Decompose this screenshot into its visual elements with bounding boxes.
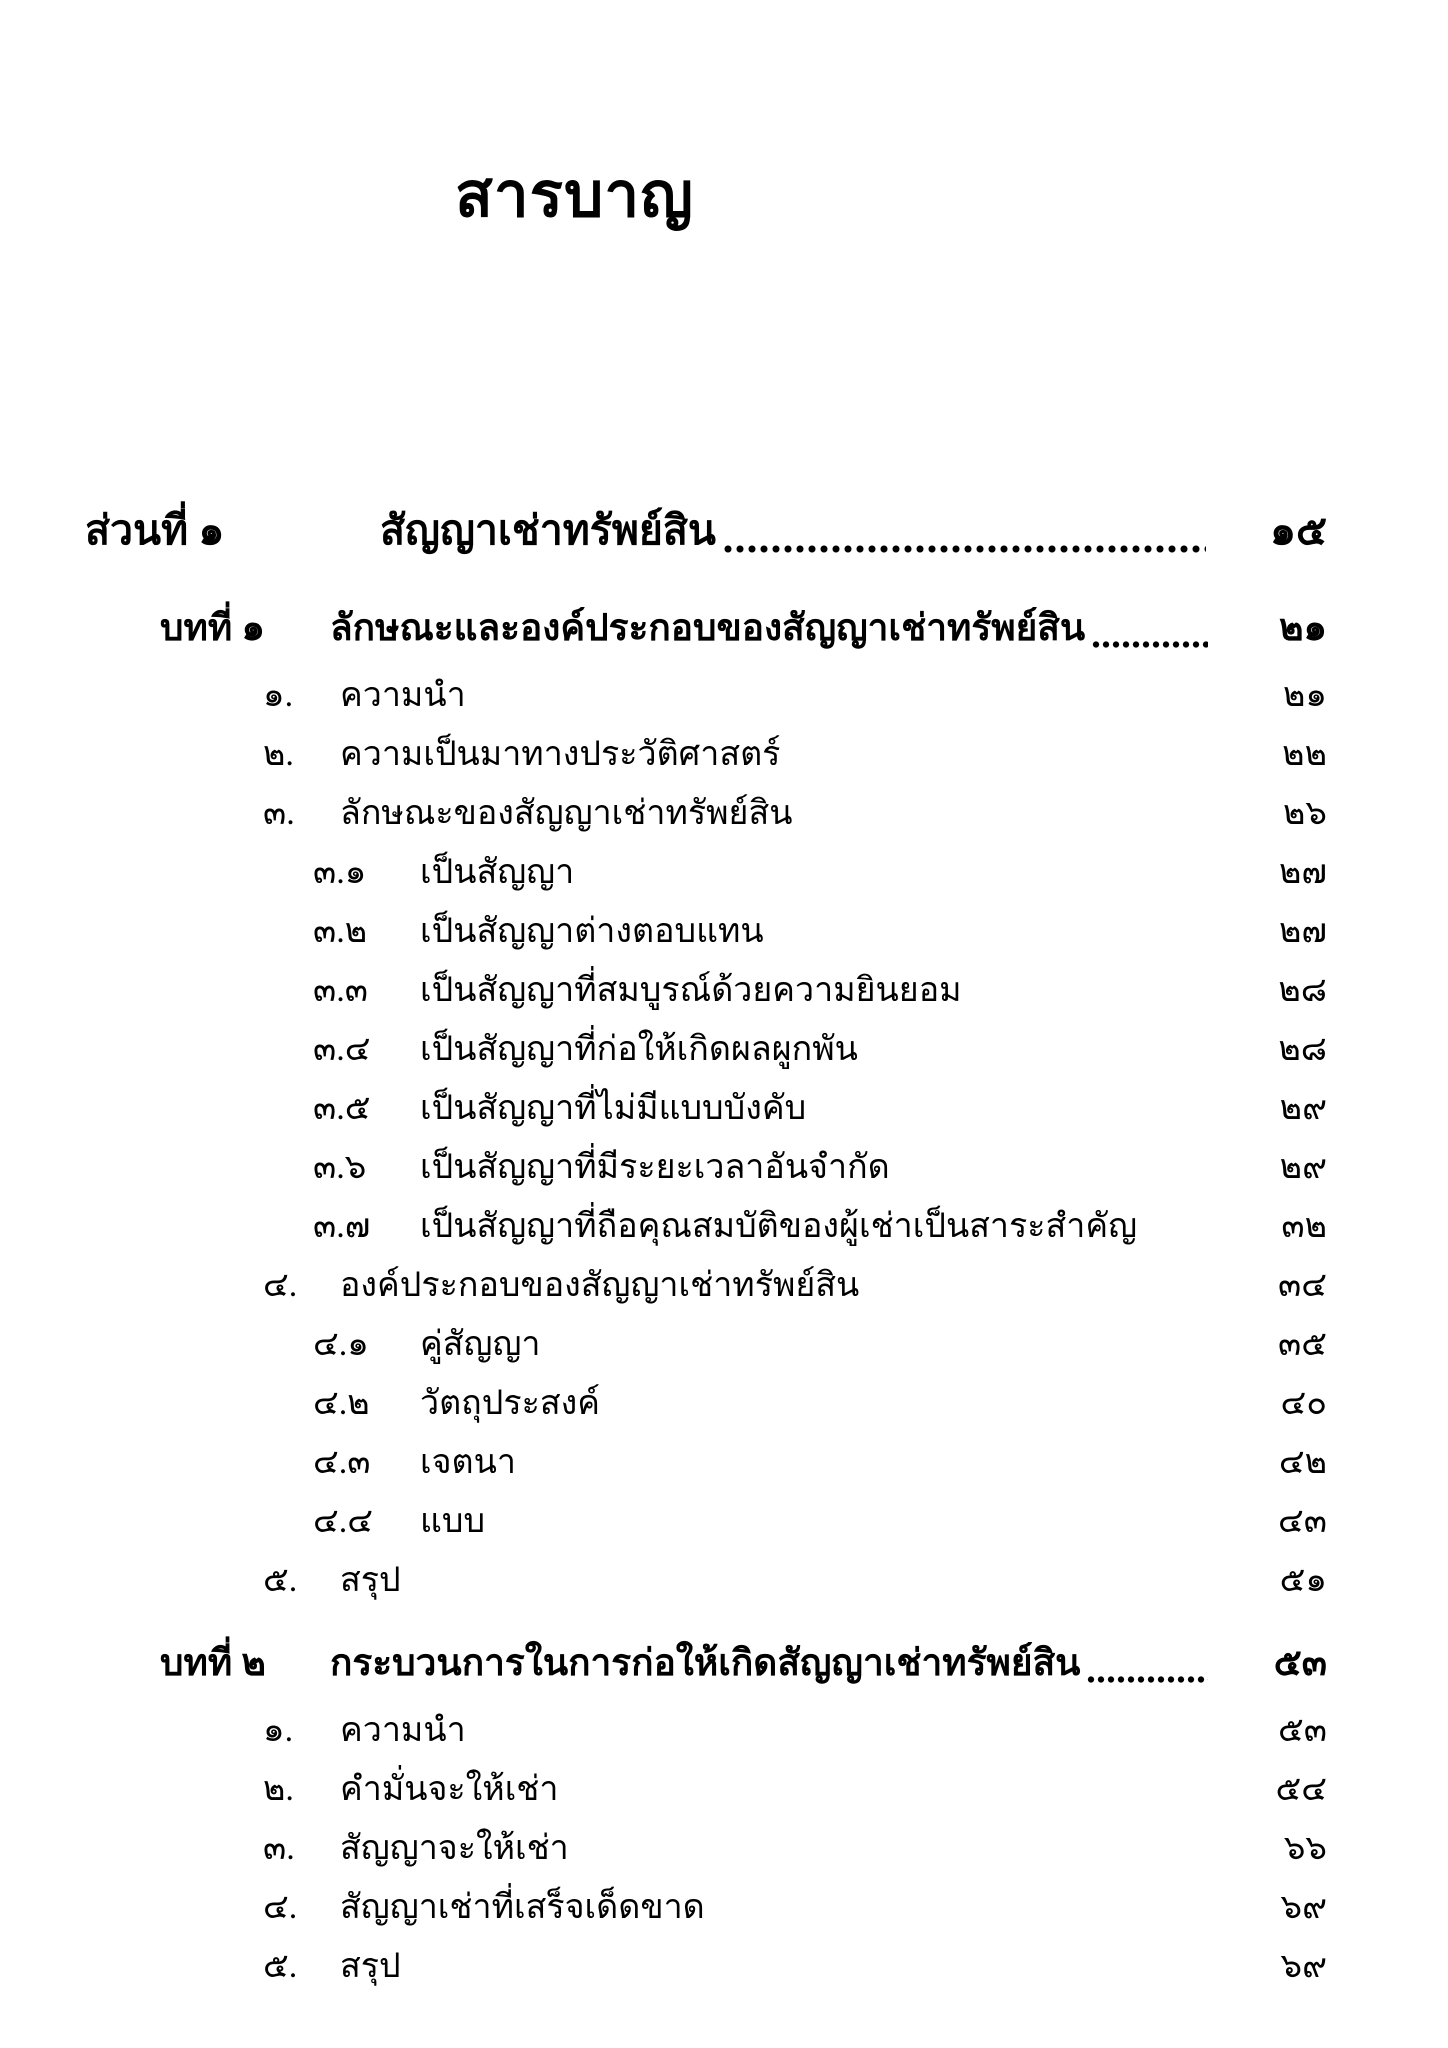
toc-entry-title: องค์ประกอบของสัญญาเช่าทรัพย์สิน — [340, 1267, 860, 1304]
row-spacer — [466, 666, 1232, 725]
page-number: ๔๐ — [1280, 1385, 1327, 1422]
page-number: ๓๕ — [1278, 1326, 1327, 1363]
page-number: ๖๙ — [1280, 1948, 1327, 1985]
row-spacer — [806, 1079, 1232, 1138]
toc-row — [0, 1701, 1327, 1760]
toc-row — [0, 1819, 1327, 1878]
page-number: ๖๖ — [1283, 1830, 1327, 1867]
toc-entry-number: ส่วนที่ ๑ — [85, 507, 225, 553]
toc-row — [0, 1197, 1327, 1256]
toc-entry-number: ๔.๔ — [313, 1503, 373, 1540]
page-number: ๕๑ — [1279, 1562, 1327, 1599]
toc-row — [0, 1492, 1327, 1551]
toc-entry-number: ๕. — [263, 1948, 298, 1985]
toc-entry-number: บทที่ ๒ — [160, 1643, 266, 1684]
toc-entry-number: ๓.๖ — [313, 1149, 367, 1186]
toc-entry-title: ความนำ — [340, 677, 466, 714]
toc-entry-title: เป็นสัญญาที่ถือคุณสมบัติของผู้เช่าเป็นสาระสำคัญ — [420, 1208, 1138, 1245]
page-number: ๒๖ — [1283, 795, 1327, 832]
toc-entry-title: เป็นสัญญาที่ไม่มีแบบบังคับ — [420, 1090, 807, 1127]
page-number: ๒๘ — [1278, 1031, 1327, 1068]
toc-row — [0, 784, 1327, 843]
table-of-contents — [0, 485, 1327, 1996]
toc-row — [0, 1433, 1327, 1492]
page-number: ๕๔ — [1275, 1771, 1327, 1808]
toc-row — [0, 1760, 1327, 1819]
page-number: ๒๗ — [1279, 854, 1327, 891]
page-title: สารบาญ — [455, 162, 694, 230]
toc-entry-number: ๓. — [263, 795, 295, 832]
toc-entry-title: สรุป — [340, 1948, 401, 1985]
toc-row — [0, 1020, 1327, 1079]
row-spacer — [466, 1701, 1232, 1760]
toc-entry-title: สัญญาเช่าทรัพย์สิน — [380, 507, 716, 553]
row-spacer — [401, 1551, 1232, 1610]
page-number: ๖๙ — [1280, 1889, 1327, 1926]
page-number: ๒๒ — [1282, 736, 1327, 773]
toc-entry-title: เป็นสัญญาที่ก่อให้เกิดผลผูกพัน — [420, 1031, 858, 1068]
row-spacer — [780, 725, 1232, 784]
toc-entry-number: ๓.๔ — [313, 1031, 371, 1068]
page-number: ๒๙ — [1279, 1149, 1327, 1186]
toc-entry-number: ๑. — [263, 1712, 294, 1749]
toc-entry-number: ๔. — [263, 1889, 298, 1926]
page-number: ๑๕ — [1269, 507, 1327, 553]
toc-entry-number: ๔. — [263, 1267, 298, 1304]
toc-row — [0, 1138, 1327, 1197]
toc-row — [0, 1079, 1327, 1138]
toc-entry-number: ๓.๓ — [313, 972, 368, 1009]
row-spacer — [858, 1020, 1232, 1079]
toc-entry-title: เป็นสัญญาที่มีระยะเวลาอันจำกัด — [420, 1149, 890, 1186]
toc-entry-title: คู่สัญญา — [420, 1326, 541, 1363]
toc-entry-title: เจตนา — [420, 1444, 516, 1481]
toc-row — [0, 1878, 1327, 1937]
row-spacer — [574, 843, 1232, 902]
page-number: ๕๓ — [1278, 1712, 1327, 1749]
row-spacer — [1137, 1197, 1232, 1256]
toc-entry-title: เป็นสัญญาต่างตอบแทน — [420, 913, 764, 950]
toc-entry-number: ๔.๓ — [313, 1444, 371, 1481]
row-spacer — [569, 1819, 1232, 1878]
toc-entry-title: ความนำ — [340, 1712, 466, 1749]
toc-entry-number: ๓.๗ — [313, 1208, 371, 1245]
toc-row — [0, 666, 1327, 725]
toc-row — [0, 1937, 1327, 1996]
page-number: ๒๑ — [1283, 677, 1327, 714]
toc-entry-title: ลักษณะและองค์ประกอบของสัญญาเช่าทรัพย์สิน — [330, 608, 1086, 649]
page-number: ๔๓ — [1278, 1503, 1327, 1540]
dot-leader — [716, 485, 1232, 575]
toc-entry-number: ๒. — [263, 736, 294, 773]
dot-leader — [1080, 1626, 1232, 1701]
toc-entry-number: ๓.๑ — [313, 854, 367, 891]
toc-row-part-1 — [0, 485, 1327, 575]
toc-entry-title: กระบวนการในการก่อให้เกิดสัญญาเช่าทรัพย์สิน — [330, 1643, 1081, 1684]
dot-leader — [1085, 591, 1232, 666]
toc-entry-title: สัญญาเช่าที่เสร็จเด็ดขาด — [340, 1889, 705, 1926]
row-spacer — [705, 1878, 1232, 1937]
toc-row — [0, 1551, 1327, 1610]
toc-entry-title: เป็นสัญญา — [420, 854, 575, 891]
toc-entry-number: บทที่ ๑ — [160, 608, 266, 649]
toc-entry-title: คำมั่นจะให้เช่า — [340, 1771, 559, 1808]
page-number: ๒๗ — [1279, 913, 1327, 950]
toc-row — [0, 1256, 1327, 1315]
toc-entry-number: ๔.๒ — [313, 1385, 370, 1422]
toc-row — [0, 1315, 1327, 1374]
toc-entry-number: ๓.๒ — [313, 913, 368, 950]
toc-entry-title: ความเป็นมาทางประวัติศาสตร์ — [340, 736, 781, 773]
row-spacer — [600, 1374, 1232, 1433]
page-number: ๓๒ — [1281, 1208, 1327, 1245]
row-spacer — [859, 1256, 1232, 1315]
toc-entry-title: เป็นสัญญาที่สมบูรณ์ด้วยความยินยอม — [420, 972, 962, 1009]
page-number: ๓๔ — [1278, 1267, 1327, 1304]
toc-entry-title: แบบ — [420, 1503, 486, 1540]
toc-entry-number: ๒. — [263, 1771, 294, 1808]
toc-row-chapter-2 — [0, 1626, 1327, 1701]
toc-entry-title: ลักษณะของสัญญาเช่าทรัพย์สิน — [340, 795, 793, 832]
row-spacer — [890, 1138, 1232, 1197]
toc-entry-title: สัญญาจะให้เช่า — [340, 1830, 569, 1867]
toc-row — [0, 961, 1327, 1020]
toc-row — [0, 902, 1327, 961]
toc-row-chapter-1 — [0, 591, 1327, 666]
page-number: ๒๘ — [1278, 972, 1327, 1009]
row-spacer — [764, 902, 1232, 961]
page-number: ๒๑ — [1279, 608, 1327, 649]
row-spacer — [962, 961, 1232, 1020]
page-number: ๒๙ — [1279, 1090, 1327, 1127]
row-spacer — [541, 1315, 1232, 1374]
row-spacer — [485, 1492, 1232, 1551]
row-spacer — [558, 1760, 1232, 1819]
row-spacer — [401, 1937, 1232, 1996]
page-number: ๕๓ — [1273, 1643, 1327, 1684]
toc-row — [0, 843, 1327, 902]
toc-entry-number: ๕. — [263, 1562, 298, 1599]
toc-entry-number: ๑. — [263, 677, 294, 714]
toc-entry-title: สรุป — [340, 1562, 401, 1599]
toc-row — [0, 1374, 1327, 1433]
toc-row — [0, 725, 1327, 784]
page-number: ๔๒ — [1278, 1444, 1327, 1481]
toc-entry-number: ๓.๕ — [313, 1090, 371, 1127]
toc-entry-number: ๓. — [263, 1830, 295, 1867]
row-spacer — [792, 784, 1232, 843]
toc-entry-number: ๔.๑ — [313, 1326, 369, 1363]
row-spacer — [516, 1433, 1232, 1492]
toc-entry-title: วัตถุประสงค์ — [420, 1385, 600, 1422]
